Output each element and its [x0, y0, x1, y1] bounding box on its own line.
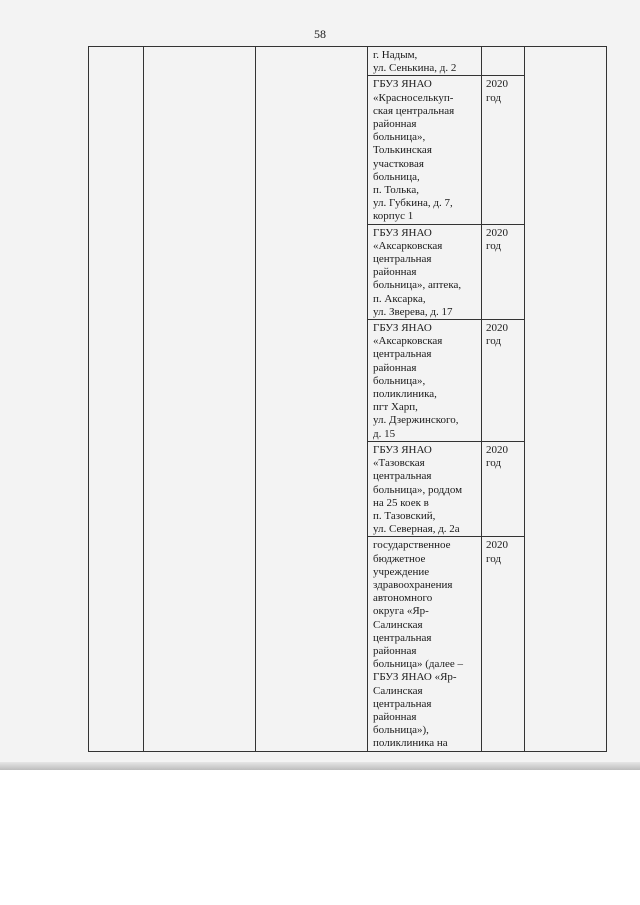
year-cell [482, 47, 525, 76]
facility-cell: ГБУЗ ЯНАО «Красноселькуп- ская центральная районная больница», Толькинская участковая больница, п. Толька, ул. Губкина, д. 7, корпус 1 [368, 76, 482, 224]
year-cell: 2020 год [482, 224, 525, 319]
empty-cell-col1 [89, 47, 144, 752]
empty-cell-col3 [256, 47, 368, 752]
table-row [89, 47, 607, 76]
page-number: 58 [314, 27, 326, 41]
facility-cell: ГБУЗ ЯНАО «Аксарковская центральная районная больница», аптека, п. Аксарка, ул. Зверева, д. 17 [368, 224, 482, 319]
year-cell: 2020 год [482, 320, 525, 442]
year-cell: 2020 год [482, 441, 525, 536]
facility-cell: г. Надым, ул. Сенькина, д. 2 [368, 47, 482, 76]
empty-cell-col2 [144, 47, 256, 752]
year-cell: 2020 год [482, 537, 525, 751]
facilities-table [88, 46, 607, 752]
scan-edge-shadow [0, 762, 640, 770]
facility-cell: государственное бюджетное учреждение здравоохранения автономного округа «Яр- Салинская центральная районная больница» (далее – ГБУЗ ЯНАО «Яр- Салинская центральная районная больница»), поликлиника на [368, 537, 482, 751]
facility-cell: ГБУЗ ЯНАО «Тазовская центральная больница», роддом на 25 коек в п. Тазовский, ул. Северная, д. 2а [368, 441, 482, 536]
empty-cell-col6 [525, 47, 607, 752]
facility-cell: ГБУЗ ЯНАО «Аксарковская центральная районная больница», поликлиника, пгт Харп, ул. Дзержинского, д. 15 [368, 320, 482, 442]
year-cell: 2020 год [482, 76, 525, 224]
